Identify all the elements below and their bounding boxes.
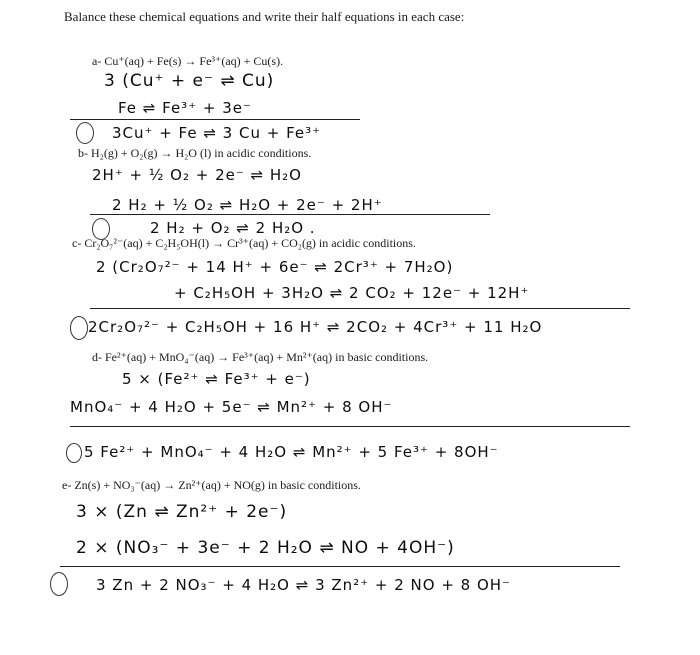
answer-a-divider — [70, 119, 360, 120]
question-b-prompt: b- H₂(g) + O₂(g) → H₂O (l) in acidic conditions. — [78, 146, 312, 160]
answer-c-divider — [90, 308, 630, 309]
answer-c-mark — [70, 316, 88, 340]
answer-a-mark — [76, 122, 94, 144]
answer-e-line-3: 3 Zn + 2 NO₃⁻ + 4 H₂O ⇌ 3 Zn²⁺ + 2 NO + 8 OH⁻ — [96, 576, 511, 594]
question-c-prompt: c- Cr₂O₇²⁻(aq) + C₂H₅OH(l) → Cr³⁺(aq) + CO₂(g) in acidic conditions. — [72, 236, 416, 250]
answer-a-line-3: 3Cu⁺ + Fe ⇌ 3 Cu + Fe³⁺ — [112, 124, 322, 142]
answer-b-line-2: 2 H₂ + ½ O₂ ⇌ H₂O + 2e⁻ + 2H⁺ — [112, 196, 383, 214]
answer-d-line-1: 5 × (Fe²⁺ ⇌ Fe³⁺ + e⁻) — [122, 370, 311, 388]
answer-c-line-1: 2 (Cr₂O₇²⁻ + 14 H⁺ + 6e⁻ ⇌ 2Cr³⁺ + 7H₂O) — [96, 258, 454, 276]
answer-a-line-1: 3 (Cu⁺ + e⁻ ⇌ Cu) — [104, 71, 275, 91]
answer-e-line-1: 3 × (Zn ⇌ Zn²⁺ + 2e⁻) — [76, 502, 288, 522]
answer-c-line-3: 2Cr₂O₇²⁻ + C₂H₅OH + 16 H⁺ ⇌ 2CO₂ + 4Cr³⁺ + 11 H₂O — [88, 318, 543, 336]
answer-d-line-3: 5 Fe²⁺ + MnO₄⁻ + 4 H₂O ⇌ Mn²⁺ + 5 Fe³⁺ + 8OH⁻ — [84, 443, 499, 461]
answer-b-line-1: 2H⁺ + ½ O₂ + 2e⁻ ⇌ H₂O — [92, 166, 302, 184]
worksheet-title: Balance these chemical equations and write their half equations in each case: — [64, 9, 465, 24]
question-a-prompt: a- Cu⁺(aq) + Fe(s) → Fe³⁺(aq) + Cu(s). — [92, 54, 284, 68]
answer-d-line-2: MnO₄⁻ + 4 H₂O + 5e⁻ ⇌ Mn²⁺ + 8 OH⁻ — [70, 398, 393, 416]
answer-c-line-2: + C₂H₅OH + 3H₂O ⇌ 2 CO₂ + 12e⁻ + 12H⁺ — [174, 284, 530, 302]
answer-e-divider — [60, 566, 620, 567]
question-d-prompt: d- Fe²⁺(aq) + MnO₄⁻(aq) → Fe³⁺(aq) + Mn²⁺(aq) in basic conditions. — [92, 350, 429, 364]
answer-e-line-2: 2 × (NO₃⁻ + 3e⁻ + 2 H₂O ⇌ NO + 4OH⁻) — [76, 538, 455, 558]
question-e-prompt: e- Zn(s) + NO₃⁻(aq) → Zn²⁺(aq) + NO(g) in basic conditions. — [62, 478, 361, 492]
answer-d-mark — [66, 443, 82, 463]
answer-b-line-3: 2 H₂ + O₂ ⇌ 2 H₂O . — [150, 219, 316, 237]
answer-a-line-2: Fe ⇌ Fe³⁺ + 3e⁻ — [118, 99, 252, 117]
answer-b-divider — [90, 214, 490, 215]
answer-d-divider — [70, 426, 630, 427]
answer-e-mark — [50, 572, 68, 596]
